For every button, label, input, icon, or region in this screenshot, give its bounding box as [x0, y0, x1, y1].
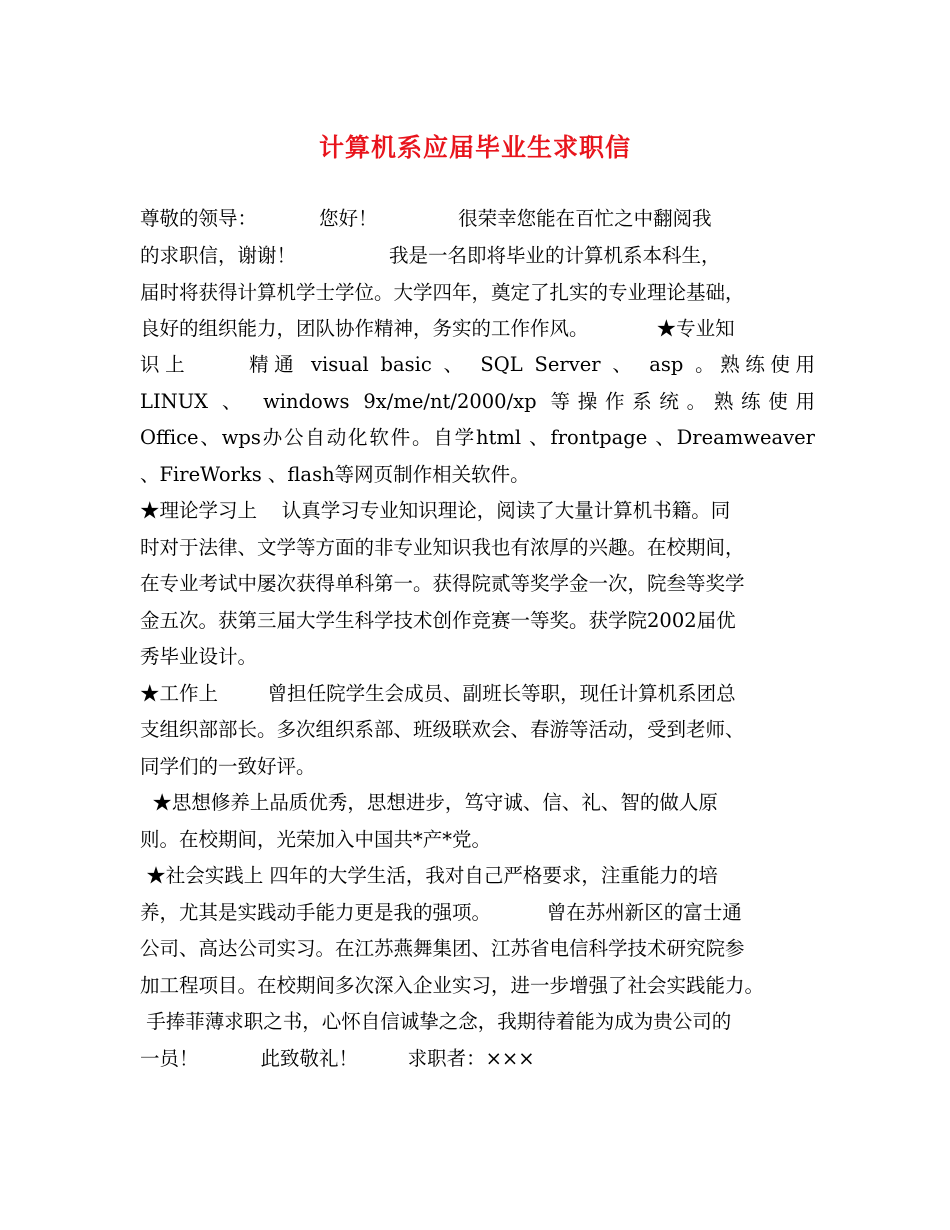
body-line: 手捧菲薄求职之书，心怀自信诚挚之念，我期待着能为成为贵公司的 [140, 1010, 732, 1033]
body-line: ★社会实践上 四年的大学生活，我对自己严格要求，注重能力的培 [140, 864, 718, 887]
body-line: 届时将获得计算机学士学位。大学四年，奠定了扎实的专业理论基础， [140, 281, 745, 304]
body-line: 尊敬的领导： 您好！ 很荣幸您能在百忙之中翻阅我 [140, 207, 712, 230]
body-line: LINUX 、 windows 9x/me/nt/2000/xp 等操作系统。熟练使用 [140, 390, 815, 413]
body-line: 一员！ 此致敬礼！ 求职者：××× [140, 1047, 535, 1070]
body-line: 金五次。获第三届大学生科学技术创作竞赛一等奖。获学院2002届优 [140, 609, 736, 632]
body-line: 支组织部部长。多次组织系部、班级联欢会、春游等活动，受到老师、 [140, 718, 745, 741]
document-title: 计算机系应届毕业生求职信 [318, 133, 631, 162]
body-line: 时对于法律、文学等方面的非专业知识我也有浓厚的兴趣。在校期间， [140, 536, 745, 559]
body-line: 的求职信，谢谢！ 我是一名即将毕业的计算机系本科生， [140, 244, 721, 267]
body-line: 识上 精通 visual basic 、 SQL Server 、 asp 。熟练使用 [140, 353, 815, 376]
body-line: 同学们的一致好评。 [140, 755, 316, 778]
body-line: ★思想修养上品质优秀，思想进步，笃守诚、信、礼、智的做人原 [140, 791, 718, 814]
body-line: ★工作上 曾担任院学生会成员、副班长等职，现任计算机系团总 [140, 682, 736, 705]
body-line: 加工程项目。在校期间多次深入企业实习，进一步增强了社会实践能力。 [140, 974, 765, 997]
body-line: Office、wps办公自动化软件。自学html 、frontpage 、Dreamweaver [140, 426, 815, 449]
body-line: ★理论学习上 认真学习专业知识理论，阅读了大量计算机书籍。同 [140, 499, 731, 522]
body-line: 、FireWorks 、flash等网页制作相关软件。 [140, 463, 530, 486]
body-line: 养，尤其是实践动手能力更是我的强项。 曾在苏州新区的富士通 [140, 901, 742, 924]
body-line: 则。在校期间，光荣加入中国共*产*党。 [140, 828, 492, 851]
body-line: 良好的组织能力，团队协作精神，务实的工作作风。 ★专业知 [140, 317, 735, 340]
body-line: 秀毕业设计。 [140, 645, 258, 668]
body-line: 公司、高达公司实习。在江苏燕舞集团、江苏省电信科学技术研究院参 [140, 937, 745, 960]
body-line: 在专业考试中屡次获得单科第一。获得院贰等奖学金一次，院叁等奖学 [140, 572, 745, 595]
